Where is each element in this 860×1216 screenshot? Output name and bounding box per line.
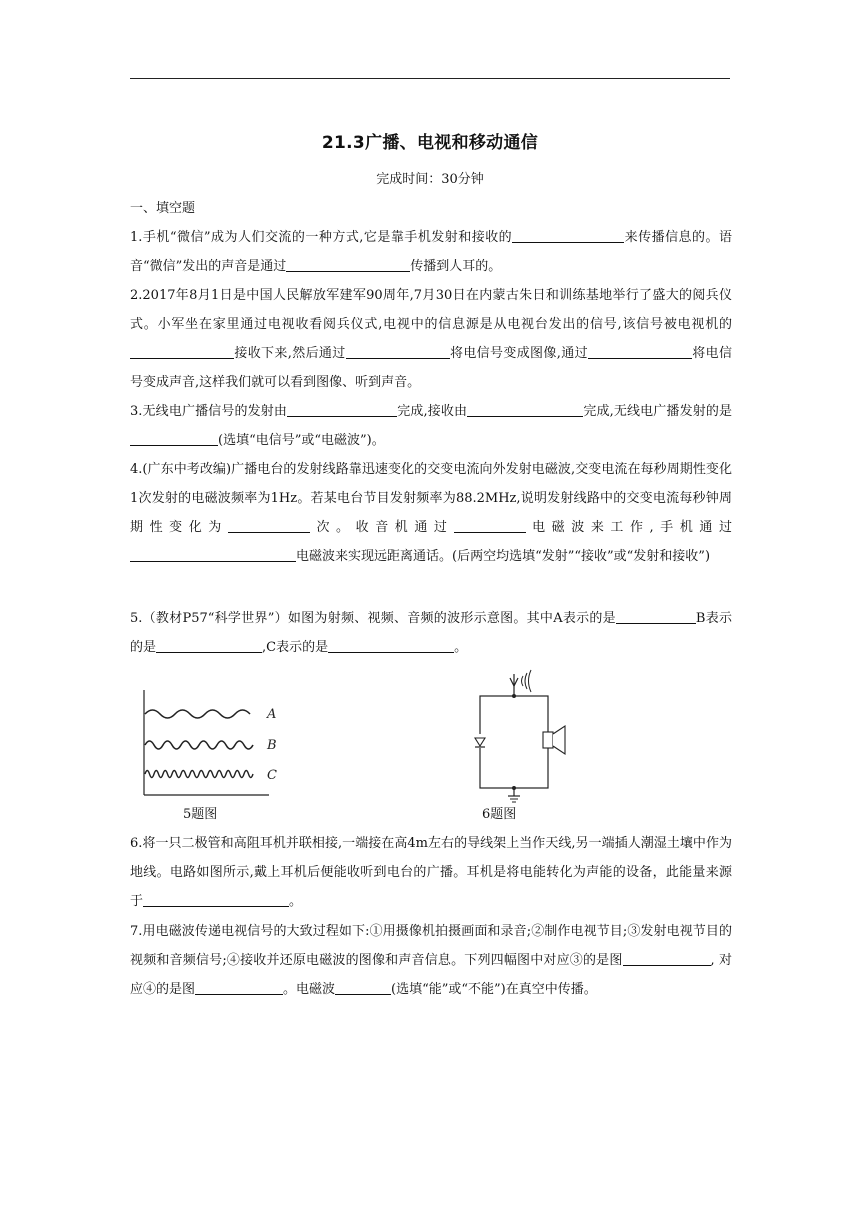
q4-blank-2[interactable]: [454, 518, 526, 533]
q7-text-3: 。电磁波: [283, 982, 336, 997]
q6-text-1: 6.将一只二极管和高阻耳机并联相接,一端接在高4m左右的导线架上当作天线,另一端插人潮湿土壤中作为地线。电路如图所示,戴上耳机后便能收听到电台的广播。耳机是将电能转化为声能的设备，此能量来源于: [130, 836, 732, 909]
q7-text-4: (选填“能”或“不能”)在真空中传播。: [391, 982, 597, 997]
q1-text-3: 传播到人耳的。: [410, 259, 502, 274]
q3-blank-3[interactable]: [130, 431, 218, 446]
q1-blank-2[interactable]: [286, 257, 410, 272]
q6-blank-1[interactable]: [143, 892, 289, 907]
q2-text-1: 2.2017年8月1日是中国人民解放军建军90周年,7月30日在内蒙古朱日和训练基地举行了盛大的阅兵仪式。小军坐在家里通过电视收看阅兵仪式,电视中的信息源是从电视台发出的信号,该信号被电视机的: [130, 288, 732, 332]
question-7: [130, 917, 732, 1004]
header-rule: [130, 78, 730, 79]
waveform-diagram: [135, 690, 285, 800]
question-4: [130, 455, 732, 571]
question-5: [130, 604, 732, 662]
q1-text-2: 来传播信息的。语音“微信”发出的声音是通过: [130, 230, 732, 274]
q2-blank-3[interactable]: [588, 344, 692, 359]
q4-text-4: 电磁波来实现远距离通话。(后两空均选填“发射”“接收”或“发射和接收”): [296, 549, 711, 564]
figure-6-caption: 6题图: [482, 807, 517, 822]
q4-text-3: 电磁波来工作,手机通过: [525, 520, 732, 535]
q7-text-1: 7.用电磁波传递电视信号的大致过程如下:①用摄像机拍摄画面和录音;②制作电视节目;③发射电视节目的视频和音频信号;④接收并还原电磁波的图像和声音信息。下列四幅图中对应③的是图: [130, 924, 732, 968]
section-heading: 一、填空题: [130, 201, 196, 216]
label-a: A: [267, 707, 277, 722]
figure-5-waveforms: [135, 690, 285, 804]
wave-b: [145, 741, 253, 749]
label-c: C: [267, 768, 277, 783]
circuit-diagram: [470, 664, 570, 804]
q3-text-2: 完成,接收由: [397, 404, 468, 419]
label-b: B: [267, 738, 277, 753]
figure-5-caption: 5题图: [183, 807, 218, 822]
q4-text-1: 4.(广东中考改编)广播电台的发射线路靠迅速变化的交变电流向外发射电磁波,交变电流在每秒周期性变化1次发射的电磁波频率为1Hz。若某电台节目发射频率为88.2MHz,说明发射线路中的交变电流每秒钟周期性变化为: [130, 462, 732, 535]
q4-text-2: 次。收音机通过: [309, 520, 454, 535]
q2-text-3: 将电信号变成图像,通过: [449, 346, 588, 361]
q3-text-4: (选填“电信号”或“电磁波”)。: [218, 433, 385, 448]
page-title: 21.3广播、电视和移动通信: [321, 133, 539, 153]
q5-blank-2[interactable]: [156, 638, 262, 653]
q2-text-4: 将电信号变成声音,这样我们就可以看到图像、听到声音。: [130, 346, 732, 390]
q5-text-4: 。: [454, 640, 468, 655]
q1-blank-1[interactable]: [512, 228, 624, 243]
q2-blank-2[interactable]: [346, 344, 450, 359]
q4-blank-1[interactable]: [228, 518, 310, 533]
q5-text-3: ,C表示的是: [262, 640, 329, 655]
question-1: [130, 223, 732, 281]
wave-a: [145, 710, 250, 718]
question-6: [130, 829, 732, 916]
question-3: [130, 397, 732, 455]
question-2: [130, 281, 732, 397]
q7-blank-1[interactable]: [623, 951, 711, 966]
q2-text-2: 接收下来,然后通过: [234, 346, 346, 361]
completion-time: 完成时间：30分钟: [376, 172, 484, 187]
q5-text-2: B表示的是: [130, 611, 732, 655]
q5-blank-1[interactable]: [616, 609, 696, 624]
q7-text-2: , 对应④的是图: [130, 953, 733, 997]
q4-blank-3[interactable]: [130, 547, 296, 562]
q5-blank-3[interactable]: [328, 638, 454, 653]
q7-blank-3[interactable]: [335, 980, 391, 995]
q6-text-2: 。: [289, 894, 303, 909]
q7-blank-2[interactable]: [195, 980, 283, 995]
q3-text-3: 完成,无线电广播发射的是: [583, 404, 732, 419]
q2-blank-1[interactable]: [130, 344, 234, 359]
q3-blank-1[interactable]: [287, 402, 397, 417]
wave-c: [145, 771, 253, 778]
figure-6-circuit: [470, 664, 570, 808]
q1-text-1: 1.手机“微信”成为人们交流的一种方式,它是靠手机发射和接收的: [130, 230, 513, 245]
q5-text-1: 5.（教材P57“科学世界”）如图为射频、视频、音频的波形示意图。其中A表示的是: [130, 611, 616, 626]
q3-blank-2[interactable]: [467, 402, 583, 417]
q3-text-1: 3.无线电广播信号的发射由: [130, 404, 288, 419]
